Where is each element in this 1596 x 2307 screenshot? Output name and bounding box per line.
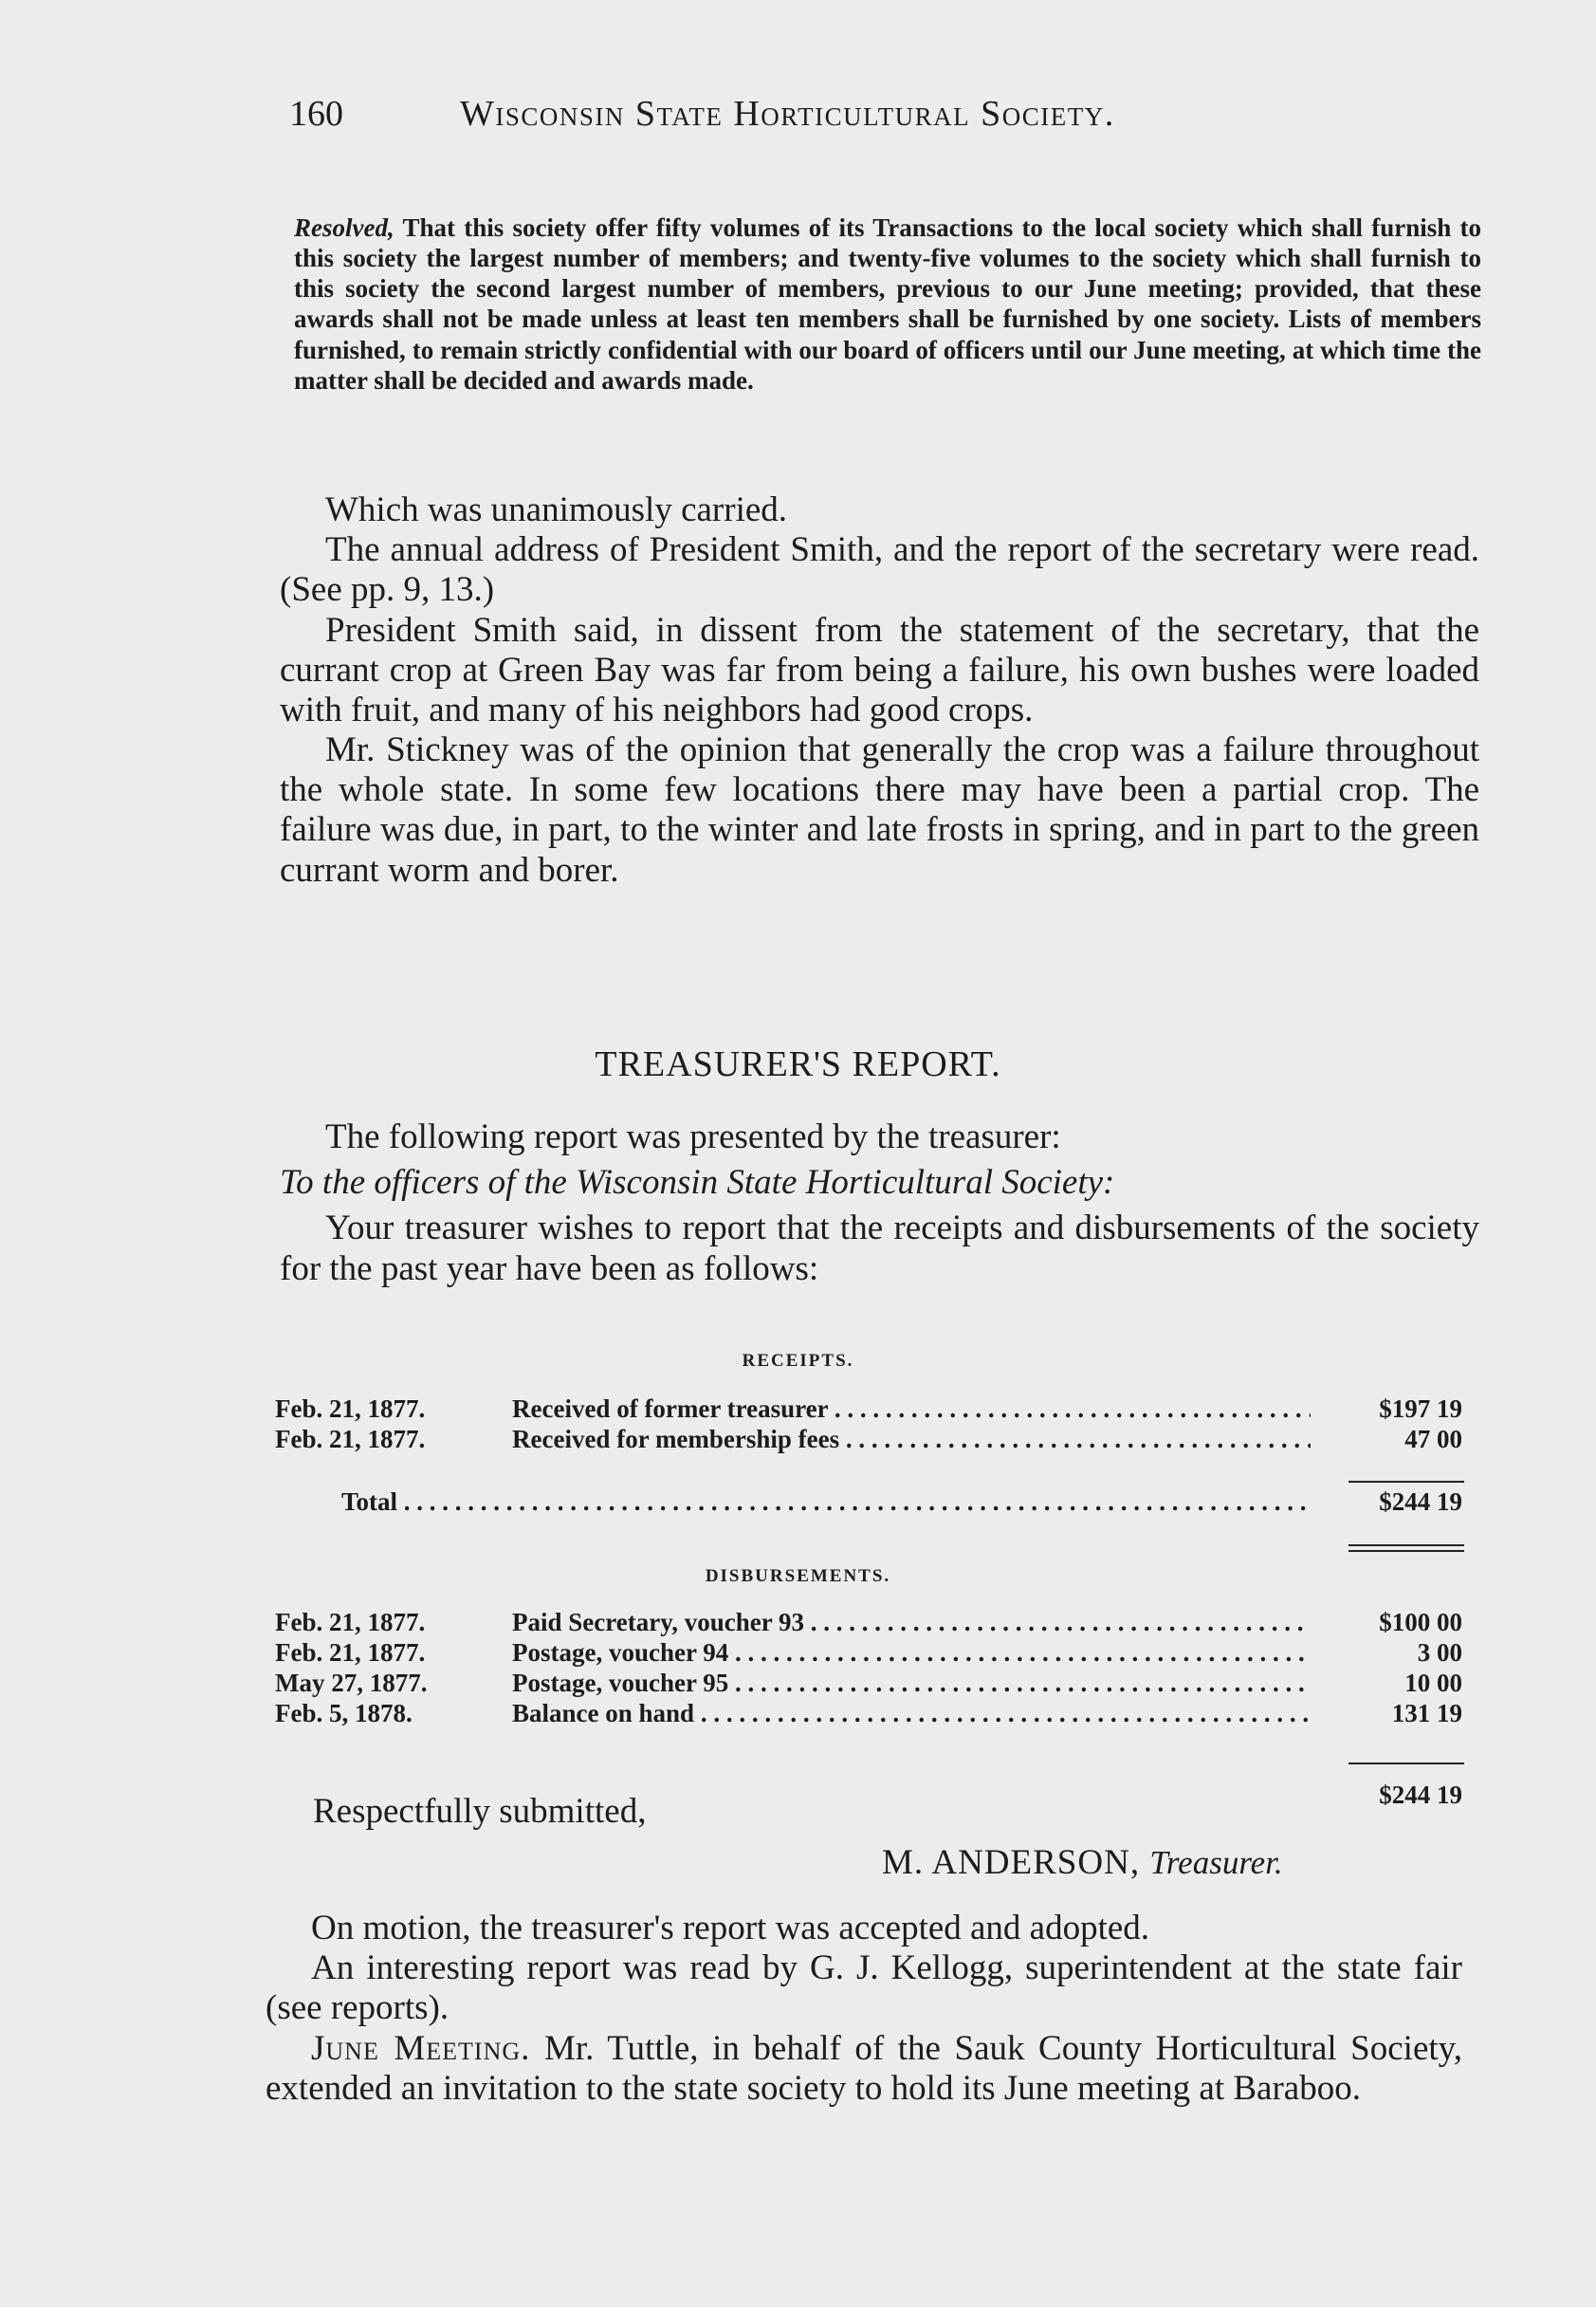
ledger-date: May 27, 1877.: [275, 1669, 428, 1697]
ledger-date: Feb. 5, 1878.: [275, 1699, 413, 1727]
ledger-description: Paid Secretary, voucher 93 . . .: [512, 1608, 1311, 1637]
resolution-paragraph: [294, 212, 1481, 396]
ledger-amount: 131 19: [1391, 1699, 1462, 1727]
double-rule-top: [1348, 1544, 1464, 1546]
report-intro: The following report was presented by the treasurer:: [325, 1117, 1061, 1156]
disbursements-table: [275, 1608, 1472, 1729]
ledger-amount: 47 00: [1404, 1425, 1462, 1453]
ledger-date: Feb. 21, 1877.: [275, 1638, 426, 1667]
section-heading: TREASURER'S REPORT.: [595, 1044, 1001, 1084]
ledger-row: [275, 1608, 1472, 1638]
ledger-date: Feb. 21, 1877.: [275, 1394, 426, 1423]
ledger-description: Balance on hand . . .: [512, 1699, 1311, 1728]
sum-rule: [1348, 1481, 1464, 1483]
running-title: Wisconsin State Horticultural Society.: [460, 94, 1115, 134]
paragraph-june-meeting: [266, 2029, 1462, 2109]
paragraph-carried: Which was unanimously carried.: [325, 490, 788, 529]
page-number: 160: [289, 94, 343, 134]
report-lead: Your treasurer wishes to report that the receipts and disbursements of the society for the past year have been as follows:: [280, 1209, 1479, 1288]
closing-paragraphs: [266, 1909, 1462, 2109]
paragraph-mr-stickney: Mr. Stickney was of the opinion that generally the crop was a failure throughout the whole state. In some few locations there may have been a partial crop. The failure was due, in part, to the winter and late frosts in spring, and in part to the green currant worm and borer.: [280, 730, 1479, 890]
june-meeting-text: Mr. Tuttle, in behalf of the Sauk County Horticultural Society, extended an invitation to the state society to hold its June meeting at Baraboo.: [266, 2028, 1463, 2108]
june-meeting-lead: June Meeting.: [311, 2028, 531, 2068]
ledger-row: [275, 1425, 1472, 1455]
resolution-lead: Resolved,: [294, 213, 394, 242]
signature: [882, 1842, 1283, 1883]
signer-role: Treasurer.: [1149, 1844, 1283, 1881]
resolution-text: That this society offer fifty volumes of its Transactions to the local society which shall furnish to this society the largest number of members; and twenty-five volumes to the society which shall furnish to this society the second largest number of members, previous to our June meeting; provided, that these awards shall not be made unless at least ten members shall be furnished by one society. Lists of members furnished, to remain strictly confidential with our board of officers until our June meeting, at which time the matter shall be decided and awards made.: [294, 213, 1481, 395]
ledger-amount: $197 19: [1379, 1394, 1462, 1423]
total-label: Total . . .: [341, 1487, 1311, 1517]
ledger-amount: 3 00: [1417, 1638, 1462, 1667]
ledger-description: Postage, voucher 95 . . .: [512, 1669, 1311, 1698]
ledger-row: [275, 1394, 1472, 1425]
paragraph-kellogg-report: An interesting report was read by G. J. Kellogg, superintendent at the state fair (see reports).: [266, 1948, 1462, 2028]
ledger-row: [275, 1638, 1472, 1669]
ledger-date: Feb. 21, 1877.: [275, 1425, 426, 1453]
treasurer-intro: [280, 1117, 1479, 1289]
receipts-heading: RECEIPTS.: [742, 1351, 854, 1371]
ledger-row: [275, 1669, 1472, 1699]
ledger-row: [275, 1699, 1472, 1729]
report-address: To the officers of the Wisconsin State Horticultural Society:: [280, 1163, 1115, 1203]
paragraph-annual-address: The annual address of President Smith, and the report of the secretary were read. (See pp. 9, 13.): [280, 530, 1479, 610]
closing-line: Respectfully submitted,: [313, 1792, 647, 1831]
paragraph-report-accepted: On motion, the treasurer's report was accepted and adopted.: [311, 1909, 1150, 1947]
ledger-description: Received for membership fees . . .: [512, 1425, 1311, 1454]
signer-name: M. ANDERSON,: [882, 1843, 1141, 1882]
ledger-description: Postage, voucher 94 . . .: [512, 1638, 1311, 1668]
disbursements-total: $244 19: [1379, 1781, 1462, 1809]
receipts-table: [275, 1394, 1472, 1455]
disbursements-heading: DISBURSEMENTS.: [705, 1566, 891, 1586]
ledger-amount: 10 00: [1404, 1669, 1462, 1697]
ledger-date: Feb. 21, 1877.: [275, 1608, 426, 1636]
paragraph-president-smith: President Smith said, in dissent from the statement of the secretary, that the currant crop at Green Bay was far from being a failure, his own bushes were loaded with fruit, and many of his neighbors had good crops.: [280, 610, 1479, 729]
total-amount: $244 19: [1379, 1487, 1462, 1516]
minutes-paragraphs: [280, 490, 1479, 891]
receipts-total-row: [341, 1487, 1472, 1520]
sum-rule: [1348, 1763, 1464, 1764]
double-rule-bottom: [1348, 1550, 1464, 1552]
ledger-description: Received of former treasurer . . .: [512, 1394, 1311, 1424]
ledger-amount: $100 00: [1379, 1608, 1462, 1636]
